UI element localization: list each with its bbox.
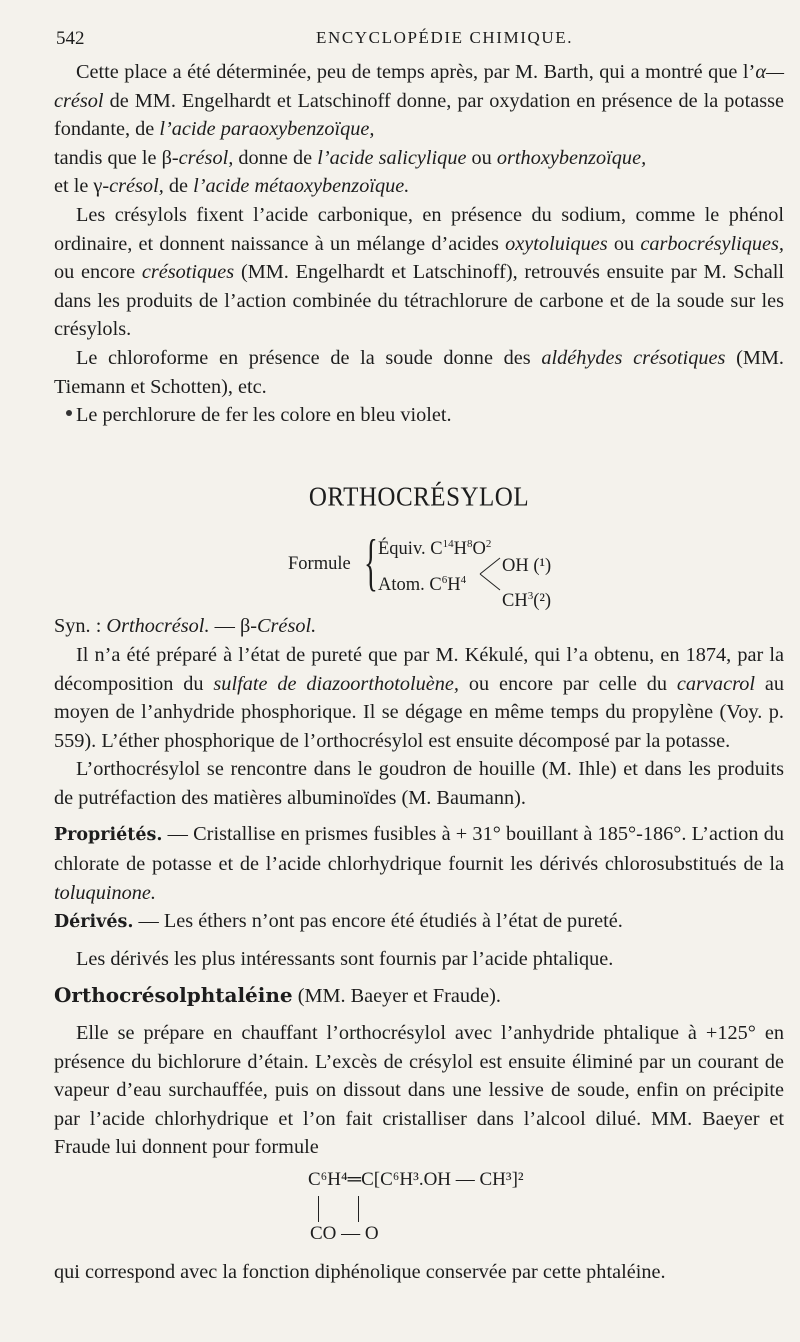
- paragraph: [54, 401, 784, 430]
- text-run: ou: [607, 232, 641, 255]
- text-run: Les dérivés les plus intéressants sont fournis par l’acide phtalique.: [76, 947, 614, 970]
- formula-oh: OH (¹): [502, 556, 552, 577]
- formula-ch3: $CH^3(^2)$: [502, 590, 552, 612]
- text-run: carbocrésyliques,: [640, 232, 784, 255]
- paragraph: [54, 981, 784, 1011]
- text-run: crésol,: [178, 146, 234, 169]
- paragraph: [54, 641, 784, 755]
- paragraph: [54, 172, 784, 201]
- brace-icon: {: [364, 526, 378, 598]
- formula-atom: Atom. $C^6H^4$: [378, 574, 467, 596]
- paragraph: [54, 144, 784, 173]
- text-run: (MM. Baeyer et Fraude).: [292, 985, 502, 1008]
- text-run: et le γ-: [54, 175, 110, 198]
- structure-top: C⁶H⁴═C[C⁶H³.OH — CH³]²: [308, 1169, 524, 1190]
- paragraph: [54, 344, 784, 401]
- text-run: Il n’a été préparé à l’état de pureté que par M. Kékulé, qui l’a obtenu, en 1874, par la décomposition du: [54, 643, 784, 695]
- text-run: Dérivés.: [54, 912, 134, 933]
- paragraph: [54, 755, 784, 812]
- paragraph: [54, 1258, 784, 1287]
- ink-dot: [66, 410, 72, 416]
- text-run: ou: [466, 146, 497, 169]
- text-run: Elle se prépare en chauffant l’orthocrésylol avec l’anhydride phtalique à +125° en présence du bichlorure d’étain. L’excès de crésylol est ensuite éliminé par un courant de vapeur d’eau surchauffée, puis on dissout dans une lessive de soude, enfin on précipite par l’acide chlorhydrique et l’on fait cristalliser dans l’alcool dilué. MM. Baeyer et Fraude lui donnent pour formule: [54, 1022, 784, 1159]
- formula-label: Formule: [288, 554, 351, 575]
- paragraph: [54, 945, 784, 974]
- paragraph: [54, 1019, 784, 1162]
- text-run: Orthocrésolphtaléine: [54, 983, 293, 1008]
- text-run: l’acide paraoxybenzoïque,: [159, 118, 375, 141]
- text-run: — Cristallise en prismes fusibles à + 31° bouillant à 185°-186°. L’action du chlorate de potasse et de l’acide chlorhydrique fournit les dérivés chlorosubstitués de la: [54, 823, 784, 876]
- text-run: de MM. Engelhardt et Latschinoff donne, par oxydation en présence de la potasse fondante, de: [54, 89, 784, 141]
- text-run: Propriétés.: [54, 825, 163, 846]
- running-title: ENCYCLOPÉDIE CHIMIQUE.: [316, 28, 574, 47]
- text-run: qui correspond avec la fonction diphénolique conservée par cette phtaléine.: [54, 1261, 666, 1283]
- paragraph: [54, 201, 784, 344]
- text-run: Crésol.: [257, 615, 317, 638]
- formula-equiv: Équiv. $C^{14}H^8O^2$: [378, 538, 492, 560]
- paragraph: [54, 58, 784, 144]
- text-run: Les crésylols fixent l’acide carbonique, en présence du sodium, comme le phénol ordinaire, et donnent naissance à un mélange d’acides: [54, 203, 784, 255]
- text-run: donne de: [233, 146, 318, 169]
- page-number: 542: [56, 28, 85, 49]
- text-run: toluquinone.: [54, 881, 156, 904]
- text-run: oxytoluiques: [505, 232, 608, 255]
- paragraph: [54, 907, 784, 937]
- bond-line: [318, 1196, 319, 1222]
- text-run: α—crésol: [54, 61, 784, 112]
- text-run: ou encore: [54, 261, 142, 284]
- section-title: ORTHOCRÉSYLOL: [308, 482, 530, 512]
- text-run: Le perchlorure de fer les colore en bleu violet.: [76, 404, 452, 427]
- text-run: Le chloroforme en présence de la soude donne des: [76, 346, 542, 369]
- text-run: (MM. Tiemann et Schotten), etc.: [54, 346, 784, 398]
- text-run: sulfate de diazoorthotoluène,: [213, 672, 459, 695]
- text-run: — Les éthers n’ont pas encore été étudiés à l’état de pureté.: [133, 910, 623, 933]
- synonyms: [54, 612, 784, 641]
- text-run: Cette place a été déterminée, peu de temps après, par M. Barth, qui a montré que l’: [76, 61, 756, 83]
- page-header: [56, 28, 760, 52]
- text-run: crésol,: [109, 175, 164, 198]
- text-run: tandis que le β-: [54, 146, 179, 169]
- text-run: (MM. Engelhardt et Latschinoff), retrouvés ensuite par M. Schall dans les produits de l’action combinée du tétrachlorure de carbone et de la soude sur les crésylols.: [54, 261, 784, 341]
- text-run: l’acide salicylique: [317, 146, 467, 169]
- structural-formula: [54, 1166, 784, 1258]
- text-run: aldéhydes crésotiques: [541, 346, 726, 369]
- text-run: ou encore par celle du: [459, 672, 677, 695]
- paragraph: [54, 820, 784, 907]
- chemical-formula: [54, 518, 784, 612]
- bond-line: [358, 1196, 359, 1222]
- text-run: de: [163, 175, 194, 198]
- text-run: — β-: [209, 615, 258, 638]
- text-run: L’orthocrésylol se rencontre dans le goudron de houille (M. Ihle) et dans les produits de putréfaction des matières albuminoïdes (M. Baumann).: [54, 758, 784, 809]
- text-run: Syn. :: [54, 615, 107, 638]
- text-run: orthoxybenzoïque,: [496, 146, 647, 169]
- text-run: Orthocrésol.: [106, 615, 210, 638]
- bond-lines-icon: [478, 552, 504, 596]
- structure-bottom: CO — O: [310, 1223, 379, 1244]
- text-run: carvacrol: [676, 672, 755, 695]
- text-run: crésotiques: [141, 261, 235, 284]
- text-run: l’acide métaoxybenzoïque.: [193, 175, 410, 198]
- body-text: [54, 58, 784, 1287]
- text-run: au moyen de l’anhydride phosphorique. Il se dégage en même temps du propylène (Voy. p. 559). L’éther phosphorique de l’orthocrésylol est ensuite décomposé par la potasse.: [54, 672, 784, 752]
